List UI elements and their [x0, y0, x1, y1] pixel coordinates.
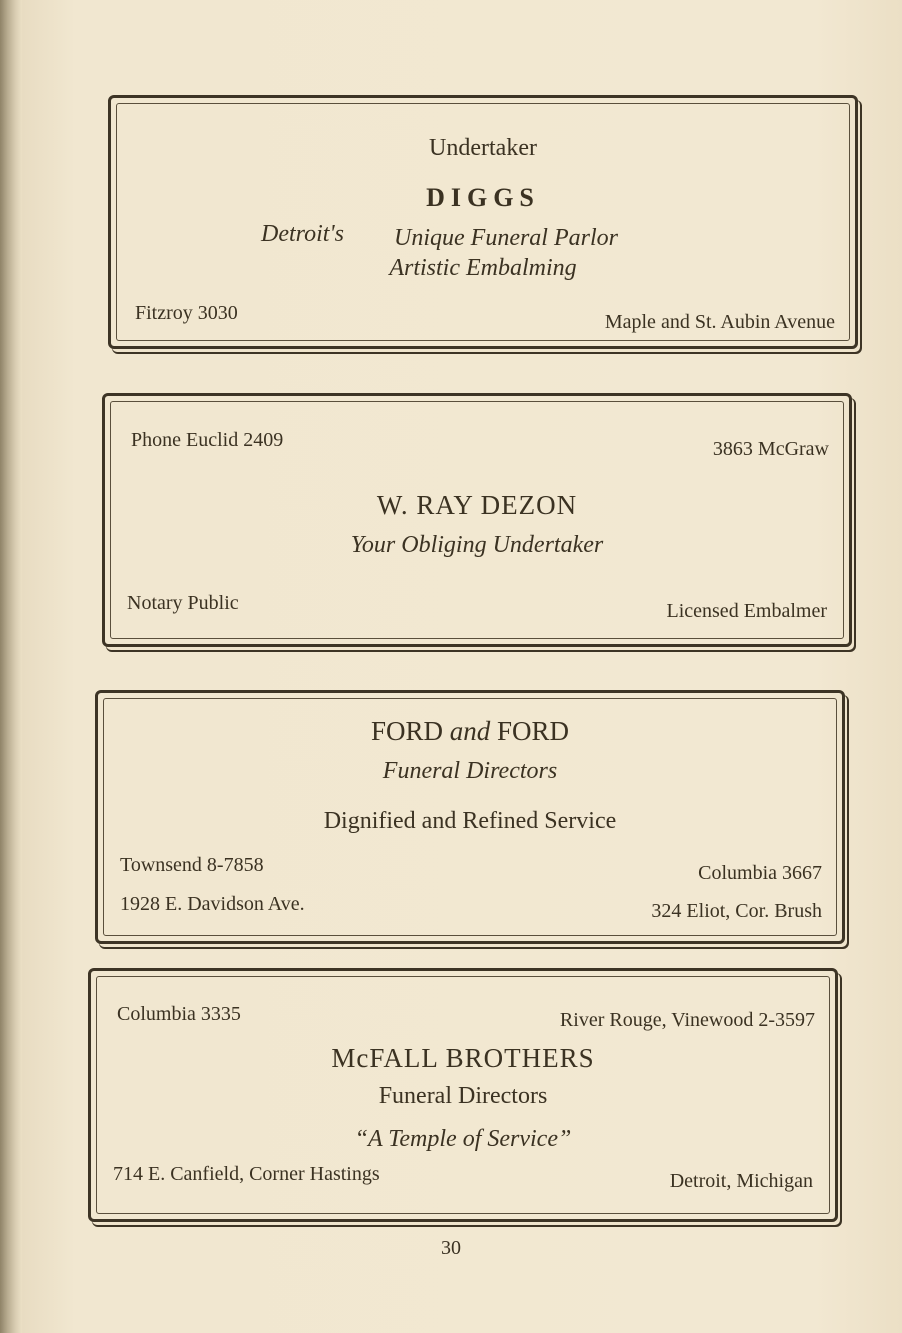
business-name: McFALL BROTHERS: [331, 1043, 595, 1073]
city: Detroit, Michigan: [669, 1170, 813, 1192]
name-part-1: FORD: [370, 716, 443, 746]
address: Maple and St. Aubin Avenue: [604, 311, 835, 333]
tagline-right: Unique Funeral Parlor: [394, 225, 618, 251]
service-line: Artistic Embalming: [389, 255, 577, 281]
ad-dezon: [102, 393, 852, 647]
notary-note: Notary Public: [127, 592, 239, 614]
page-number: 30: [441, 1237, 461, 1259]
license-note: Licensed Embalmer: [666, 600, 827, 622]
book-spine-shadow: [0, 0, 22, 1333]
business-name: W. RAY DEZON: [376, 490, 578, 520]
subtitle: Funeral Directors: [378, 1083, 548, 1109]
business-name: [98, 718, 842, 745]
phone-number: Phone Euclid 2409: [131, 429, 284, 451]
ad-mcfall-brothers: [88, 968, 838, 1222]
motto: “A Temple of Service”: [354, 1126, 572, 1152]
address-left: 1928 E. Davidson Ave.: [120, 893, 305, 915]
phone-right: River Rouge, Vinewood 2-3597: [559, 1009, 815, 1031]
phone-left: Townsend 8-7858: [120, 854, 264, 876]
tagline-left: Detroit's: [261, 221, 344, 247]
address: 3863 McGraw: [712, 438, 829, 460]
name-connector: and: [449, 716, 491, 746]
ad-ford-and-ford: [95, 690, 845, 944]
subtitle: Funeral Directors: [382, 758, 558, 784]
tagline: Your Obliging Undertaker: [350, 532, 604, 558]
phone-number: Fitzroy 3030: [135, 302, 238, 324]
address: 714 E. Canfield, Corner Hastings: [113, 1163, 380, 1185]
phone-left: Columbia 3335: [117, 1003, 241, 1025]
address-right: 324 Eliot, Cor. Brush: [651, 900, 822, 922]
ad-diggs: [108, 95, 858, 349]
phone-right: Columbia 3667: [698, 862, 822, 884]
slogan: Dignified and Refined Service: [323, 808, 617, 834]
name-part-2: FORD: [497, 716, 570, 746]
business-name: DIGGS: [426, 183, 540, 212]
ad-heading: Undertaker: [429, 135, 537, 161]
